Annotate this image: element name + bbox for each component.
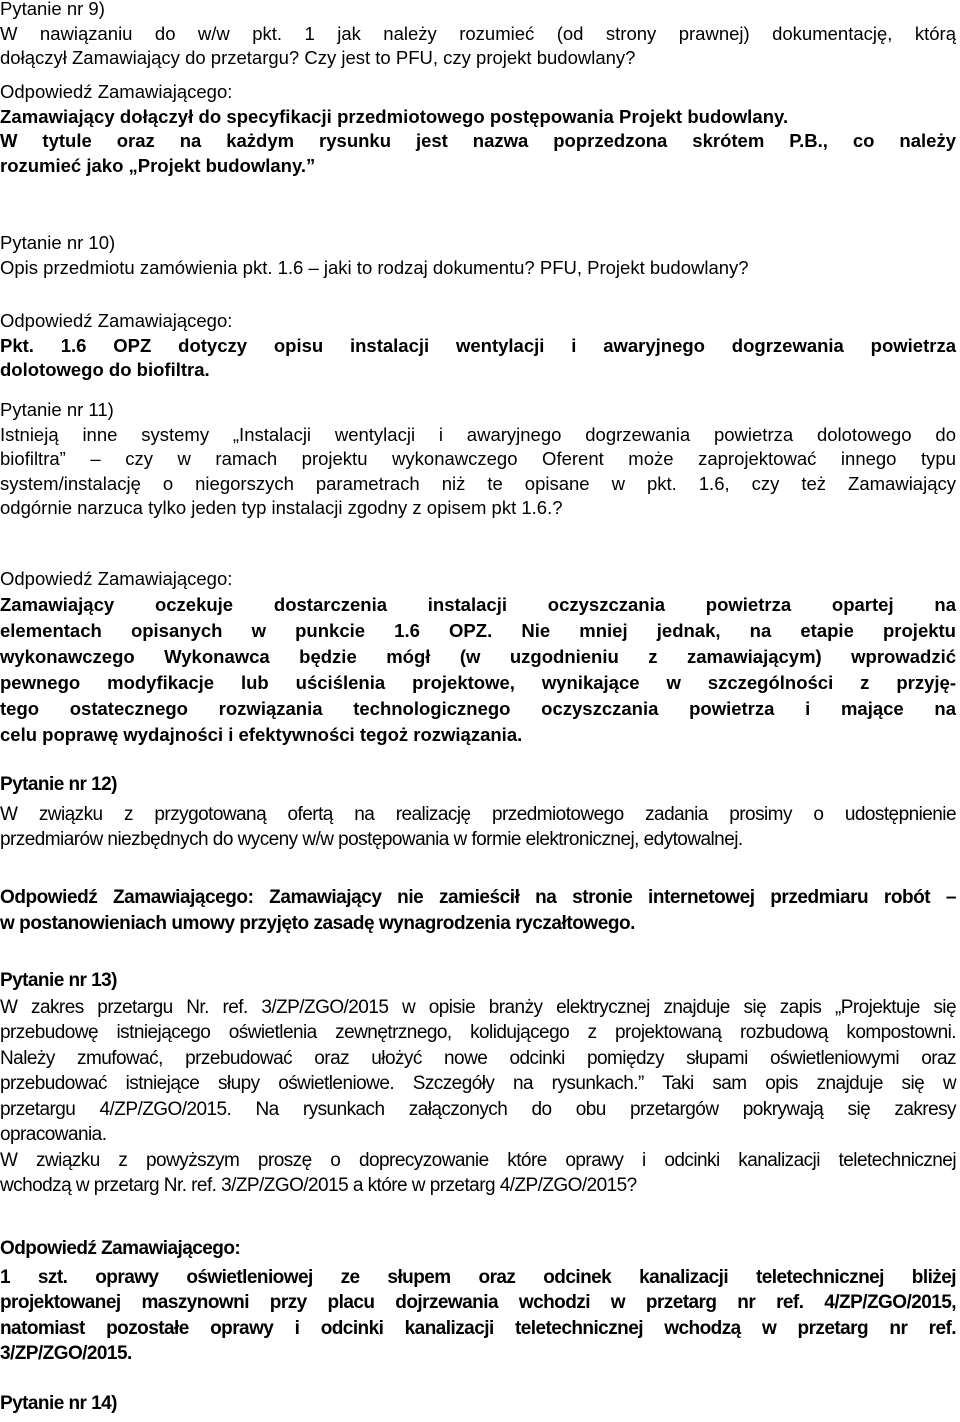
question-text-line: opracowania. bbox=[0, 1124, 107, 1145]
question-text-line: dołączył Zamawiający do przetargu? Czy jest to PFU, czy projekt budowlany? bbox=[0, 47, 636, 68]
answer-text-line: wykonawczego Wykonawca będzie mógł (w uzgodnieniu z zamawiającym) wprowadzić bbox=[0, 646, 956, 667]
question-text-line: przebudować istniejące słupy oświetleniowe. Szczegóły na rysunkach.” Taki sam opis znajduje się w bbox=[0, 1073, 956, 1094]
question-text-line: system/instalację o niegorszych parametrach niż te opisane w pkt. 1.6, czy też Zamawiający bbox=[0, 472, 956, 494]
question-text-line: Istnieją inne systemy „Instalacji wentylacji i awaryjnego dogrzewania powietrza dolotowego do bbox=[0, 423, 956, 445]
answer-text-line: projektowanej maszynowni przy placu dojrzewania wchodzi w przetarg nr ref. 4/ZP/ZGO/2015, bbox=[0, 1292, 956, 1313]
answer-text-line: Pkt. 1.6 OPZ dotyczy opisu instalacji wentylacji i awaryjnego dogrzewania powietrza bbox=[0, 334, 956, 356]
answer-13 bbox=[0, 1236, 956, 1367]
question-11 bbox=[0, 398, 956, 521]
question-heading: Pytanie nr 11) bbox=[0, 399, 114, 420]
question-heading: Pytanie nr 13) bbox=[0, 970, 117, 991]
answer-text-line: Zamawiający dołączył do specyfikacji przedmiotowego postępowania Projekt budowlany. bbox=[0, 105, 789, 127]
answer-10 bbox=[0, 309, 956, 383]
answer-text-line: 1 szt. oprawy oświetleniowej ze słupem oraz odcinek kanalizacji teletechnicznej bliżej bbox=[0, 1266, 956, 1288]
question-text-line: biofiltra” – czy w ramach projektu wykonawczego Oferent może zaprojektować innego typu bbox=[0, 448, 956, 469]
question-text-line: przetargu 4/ZP/ZGO/2015. Na rysunkach załączonych do obu przetargów pokrywają się zakresy bbox=[0, 1098, 956, 1120]
answer-text-line: elementach opisanych w punkcie 1.6 OPZ. Nie mniej jednak, na etapie projektu bbox=[0, 620, 956, 641]
question-text-line: W nawiązaniu do w/w pkt. 1 jak należy rozumieć (od strony prawnej) dokumentację, którą bbox=[0, 22, 956, 44]
question-text-line: W związku z przygotowaną ofertą na realizację przedmiotowego zadania prosimy o udostępnienie bbox=[0, 803, 956, 825]
question-heading: Pytanie nr 9) bbox=[0, 0, 105, 19]
answer-text-line: rozumieć jako „Projekt budowlany.” bbox=[0, 154, 316, 176]
question-text-line: wchodzą w przetarg Nr. ref. 3/ZP/ZGO/2015 a które w przetarg 4/ZP/ZGO/2015? bbox=[0, 1175, 637, 1196]
answer-text-line: w postanowieniach umowy przyjęto zasadę wynagrodzenia ryczałtowego. bbox=[0, 912, 635, 934]
answer-text-line: natomiast pozostałe oprawy i odcinki kanalizacji teletechnicznej wchodzą w przetarg nr ref. bbox=[0, 1317, 956, 1339]
answer-label: Odpowiedź Zamawiającego: bbox=[0, 81, 233, 102]
answer-text-line: tego ostatecznego rozwiązania technologicznego oczyszczania powietrza i mające na bbox=[0, 698, 956, 719]
question-text-line: W zakres przetargu Nr. ref. 3/ZP/ZGO/2015 w opisie branży elektrycznej znajduje się zapis „Projektuje się bbox=[0, 996, 956, 1018]
question-text-line: W związku z powyższym proszę o doprecyzowanie które oprawy i odcinki kanalizacji teletechnicznej bbox=[0, 1149, 956, 1171]
question-13 bbox=[0, 968, 956, 1199]
answer-label: Odpowiedź Zamawiającego: bbox=[0, 310, 233, 331]
question-10 bbox=[0, 231, 956, 280]
answer-text-line: dolotowego do biofiltra. bbox=[0, 359, 210, 380]
question-text-line: Należy zmufować, przebudować oraz ułożyć nowe odcinki pomiędzy słupami oświetleniowymi oraz bbox=[0, 1047, 956, 1069]
answer-text-line: pewnego modyfikacje lub uściślenia projektowe, wynikające w szczególności z przyję- bbox=[0, 672, 956, 693]
answer-12 bbox=[0, 885, 956, 936]
question-text-line: przebudowę istniejącego oświetlenia zewnętrznego, kolidującego z projektowaną rozbudową kompostowni. bbox=[0, 1022, 956, 1043]
question-9 bbox=[0, 0, 956, 71]
answer-text-line: Odpowiedź Zamawiającego: Zamawiający nie zamieścił na stronie internetowej przedmiaru robót – bbox=[0, 887, 956, 908]
answer-9 bbox=[0, 80, 956, 178]
question-heading: Pytanie nr 10) bbox=[0, 232, 116, 253]
question-heading: Pytanie nr 14) bbox=[0, 1393, 117, 1414]
answer-11 bbox=[0, 566, 956, 748]
question-heading: Pytanie nr 12) bbox=[0, 774, 117, 795]
question-text-line: przedmiarów niezbędnych do wyceny w/w postępowania w formie elektronicznej, edytowalnej. bbox=[0, 829, 743, 850]
question-14 bbox=[0, 1391, 956, 1417]
question-text-line: Opis przedmiotu zamówienia pkt. 1.6 – jaki to rodzaj dokumentu? PFU, Projekt budowlany? bbox=[0, 256, 749, 278]
answer-text-line: celu poprawę wydajności i efektywności tegoż rozwiązania. bbox=[0, 724, 523, 745]
question-12 bbox=[0, 772, 956, 853]
answer-label: Odpowiedź Zamawiającego: bbox=[0, 1238, 241, 1259]
answer-text-line: W tytule oraz na każdym rysunku jest nazwa poprzedzona skrótem P.B., co należy bbox=[0, 130, 956, 151]
answer-text-line: 3/ZP/ZGO/2015. bbox=[0, 1343, 132, 1364]
answer-label: Odpowiedź Zamawiającego: bbox=[0, 568, 233, 589]
question-text-line: odgórnie narzuca tylko jeden typ instalacji zgodny z opisem pkt 1.6.? bbox=[0, 497, 563, 518]
answer-text-line: Zamawiający oczekuje dostarczenia instalacji oczyszczania powietrza opartej na bbox=[0, 594, 956, 615]
